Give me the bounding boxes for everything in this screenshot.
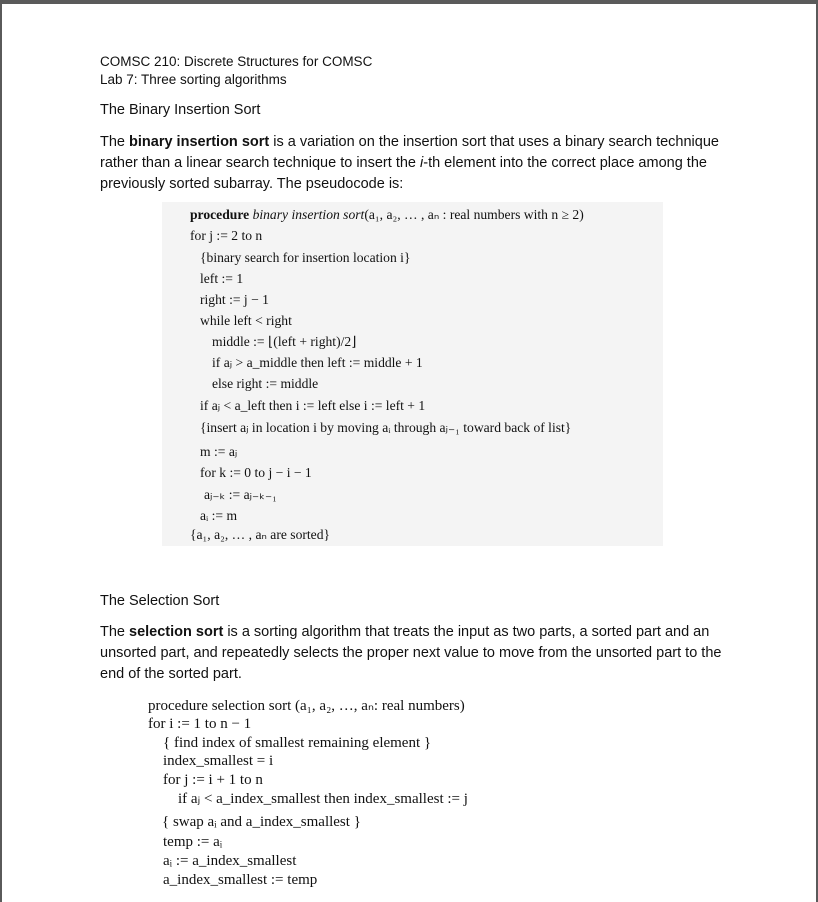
binary-insertion-intro: The binary insertion sort is a variation on the insertion sort that uses a binary search technique rather than a linear search technique to insert the i-th element into the correct place among the previously sorted subarray. The pseudocode is: (100, 134, 719, 192)
sel-code-line-9: aᵢ := a_index_smallest (163, 853, 297, 869)
sel-code-line-1: procedure selection sort (a₁, a₂, …, aₙ: real numbers) (148, 698, 465, 714)
page-frame-top (0, 0, 818, 4)
sel-code-line-7: { swap aᵢ and a_index_smallest } (162, 814, 361, 830)
course-title: COMSC 210: Discrete Structures for COMSC (100, 54, 373, 69)
code-line-6: while left < right (200, 313, 292, 328)
code-line-11: {insert aⱼ in location i by moving aᵢ through aⱼ₋₁ toward back of list} (200, 420, 572, 435)
sel-code-line-3: { find index of smallest remaining element } (163, 735, 432, 751)
code-line-9: else right := middle (212, 376, 319, 391)
selection-sort-term: selection sort (129, 624, 224, 640)
code-line-15: aᵢ := m (200, 508, 238, 523)
selection-sort-intro: The selection sort is a sorting algorithm that treats the input as two parts, a sorted part and an unsorted part, and repeatedly selects the proper next value to move from the unsorted part to the end of the sorted part. (100, 624, 722, 682)
binary-insertion-pseudocode (162, 202, 663, 546)
code-line-12: m := aⱼ (200, 444, 238, 459)
code-line-8: if aⱼ > a_middle then left := middle + 1 (212, 355, 423, 370)
code-line-14: aⱼ₋ₖ := aⱼ₋ₖ₋₁ (204, 487, 277, 502)
binary-insertion-term: binary insertion sort (129, 134, 270, 150)
sel-code-line-5: for j := i + 1 to n (163, 772, 263, 788)
code-line-7: middle := ⌊(left + right)/2⌋ (212, 334, 357, 349)
sel-code-line-10: a_index_smallest := temp (163, 872, 318, 888)
sel-code-line-4: index_smallest = i (163, 753, 274, 769)
page-frame-left (0, 0, 2, 902)
code-line-1: procedure binary insertion sort(a₁, a₂, … , aₙ : real numbers with n ≥ 2) (190, 207, 584, 222)
code-line-5: right := j − 1 (200, 292, 269, 307)
code-line-4: left := 1 (200, 271, 244, 286)
code-line-16: {a₁, a₂, … , aₙ are sorted} (190, 527, 331, 542)
binary-insertion-heading: The Binary Insertion Sort (100, 102, 261, 118)
sel-code-line-2: for i := 1 to n − 1 (148, 716, 252, 732)
code-line-2: for j := 2 to n (190, 228, 263, 243)
selection-sort-heading: The Selection Sort (100, 593, 220, 609)
code-line-13: for k := 0 to j − i − 1 (200, 465, 312, 480)
code-line-10: if aⱼ < a_left then i := left else i := left + 1 (200, 398, 426, 413)
sel-code-line-8: temp := aᵢ (163, 834, 223, 850)
code-line-3: {binary search for insertion location i} (200, 250, 411, 265)
lab-title: Lab 7: Three sorting algorithms (100, 72, 287, 87)
sel-code-line-6: if aⱼ < a_index_smallest then index_smallest := j (178, 791, 468, 807)
